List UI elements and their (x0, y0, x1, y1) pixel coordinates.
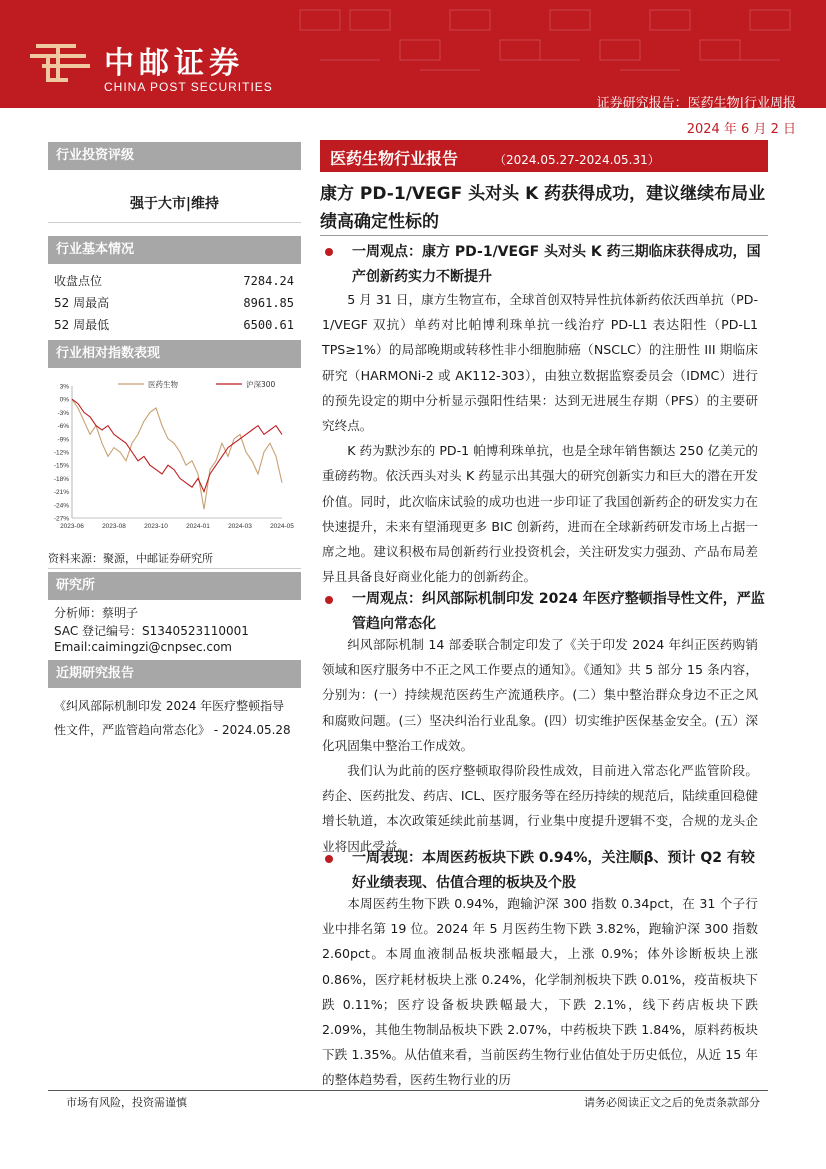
y-tick-label: -15% (53, 462, 69, 470)
y-tick-label: -24% (53, 502, 69, 510)
x-tick-label: 2024-05 (270, 523, 294, 530)
stat-value: 7284.24 (243, 274, 294, 288)
analyst-email[interactable]: Email:caimingzi@cnpsec.com (54, 640, 232, 654)
y-tick-label: -6% (57, 423, 69, 431)
footer-disclaimer-note: 请务必阅读正文之后的免责条款部分 (584, 1096, 760, 1109)
recent-report-link[interactable]: 《纠风部际机制印发 2024 年医疗整顿指导性文件，严监管趋向常态化》 - 2024.05.28 (54, 699, 291, 737)
x-tick-label: 2023-08 (102, 523, 126, 530)
paragraph: 本周医药生物下跌 0.94%，跑输沪深 300 指数 0.34pct，在 31 个子行业中排名第 19 位。2024 年 5 月医药生物下跌 3.82%，跑输沪深 300 指数 2.60pct。本周血液制品板块涨幅最大，上涨 0.9%；体外诊断板块上涨 0.86%，医疗耗材板块上涨 0.24%，化学制剂板块下跌 0.01%，疫苗板块下跌 0.11%；医疗设备板块跌幅最大，下跌 2.1%，线下药店板块下跌 2.09%，其他生物制品板块下跌 2.07%，中药板块下跌 1.84%，原料药板块下跌 1.35%。从估值来看，当前医药生物行业估值处于历史低位，从近 15 年的整体趋势看，医药生物行业的历 (322, 896, 758, 1088)
legend-label: 沪深300 (246, 380, 276, 389)
stat-value: 8961.85 (243, 296, 294, 310)
y-tick-label: -12% (53, 449, 69, 457)
bullet-icon (325, 596, 333, 604)
section-title-2: 一周观点：纠风部际机制印发 2024 年医疗整顿指导性文件，严监管趋向常态化 (352, 591, 765, 632)
paragraph: 我们认为此前的医疗整顿取得阶段性成效，目前进入常态化严监管阶段。药企、医药批发、药店、ICL、医疗服务等在经历持续的规范后，陆续重回稳健增长轨道，本次政策延续此前基调，行业集中度提升逻辑不变，合规的龙头企业将因此受益。 (322, 763, 758, 854)
y-tick-label: -18% (53, 475, 69, 483)
y-tick-label: -27% (53, 515, 69, 523)
china-post-logo-icon (28, 40, 92, 84)
stat-value: 6500.61 (243, 318, 294, 332)
y-tick-label: 0% (59, 396, 69, 404)
recent-reports-title-bar: 近期研究报告 (48, 660, 301, 688)
stat-label: 52 周最低 (54, 318, 110, 332)
y-tick-label: -9% (57, 436, 69, 444)
banner-title: 医药生物行业报告 (330, 149, 459, 168)
divider (48, 568, 301, 569)
report-date: 2024 年 6 月 2 日 (686, 122, 796, 137)
divider (48, 222, 301, 223)
x-tick-label: 2024-03 (228, 523, 252, 530)
footer-divider (48, 1090, 768, 1091)
x-tick-label: 2023-06 (60, 523, 84, 530)
title-divider (320, 235, 768, 236)
basic-info-title-bar: 行业基本情况 (48, 236, 301, 264)
company-name-en: CHINA POST SECURITIES (104, 80, 273, 94)
stat-label: 52 周最高 (54, 296, 110, 310)
legend-label: 医药生物 (148, 380, 178, 389)
section-body-1 (322, 287, 758, 589)
y-tick-label: 3% (59, 383, 69, 391)
company-name-cn: 中邮证券 (104, 46, 244, 81)
y-tick-label: -21% (53, 489, 69, 497)
stat-row-high (54, 292, 294, 314)
relative-index-chart (48, 372, 301, 542)
industry-rating: 强于大市|维持 (129, 196, 220, 212)
banner-date: （2024.05.27-2024.05.31） (494, 153, 660, 167)
research-title-bar: 研究所 (48, 572, 301, 600)
series-line-1 (72, 399, 282, 509)
paragraph: K 药为默沙东的 PD-1 帕博利珠单抗，也是全球年销售额达 250 亿美元的重磅药物。依沃西头对头 K 药显示出其强大的研究创新实力和巨大的潜在开发价值。同时，此次临床试验的成功也进一步印证了我国创新药企的研发实力在快速提升，未来有望涌现更多 BIC 创新药，进而在全球新药研发市场上占据一席之地。建议积极布局创新药行业投资机会，关注研发实力强劲、产品布局差异且具备良好商业化能力的创新药企。 (322, 443, 758, 585)
section-body-2 (322, 632, 758, 859)
bullet-icon (325, 855, 333, 863)
paragraph: 纠风部际机制 14 部委联合制定印发了《关于印发 2024 年纠正医药购销领域和医疗服务中不正之风工作要点的通知》。《通知》共 5 部分 15 条内容，分别为：(一）持续规范医药生产流通秩序。(二）集中整治群众身边不正之风和腐败问题。(三）坚决纠治行业乱象。(四）切实维护医保基金安全。(五）深化巩固集中整治工作成效。 (322, 637, 758, 753)
report-type: 证券研究报告：医药生物|行业周报 (596, 96, 796, 111)
footer-risk-note: 市场有风险，投资需谨慎 (66, 1096, 187, 1109)
bullet-icon (325, 248, 333, 256)
index-title-bar: 行业相对指数表现 (48, 340, 301, 368)
section-title-1: 一周观点：康方 PD-1/VEGF 头对头 K 药三期临床获得成功，国产创新药实力不断提升 (352, 244, 761, 285)
section-body-3 (322, 891, 758, 1088)
stat-row-close (54, 270, 294, 292)
main-title: 康方 PD-1/VEGF 头对头 K 药获得成功，建议继续布局业绩高确定性标的 (320, 184, 766, 232)
y-tick-label: -3% (57, 409, 69, 417)
paragraph: 5 月 31 日，康方生物宣布，全球首创双特异性抗体新药依沃西单抗（PD-1/VEGF 双抗）单药对比帕博利珠单抗一线治疗 PD-L1 表达阳性（PD-L1 TPS≥1%）的局部晚期或转移性非小细胞肺癌（NSCLC）的注册性 III 期临床研究（HARMONi-2 或 AK112-303），由独立数据监察委员会（IDMC）进行的预先设定的期中分析显示强阳性结果：达到无进展生存期（PFS）的主要研究终点。 (322, 292, 758, 434)
x-tick-label: 2024-01 (186, 523, 210, 530)
rating-title-bar: 行业投资评级 (48, 142, 301, 170)
section-title-3: 一周表现：本周医药板块下跌 0.94%，关注顺β、预计 Q2 有较好业绩表现、估值合理的板块及个股 (352, 850, 755, 891)
stat-label: 收盘点位 (54, 274, 103, 288)
analyst-name: 分析师：蔡明子 (54, 606, 139, 620)
sac-number: SAC 登记编号：S1340523110001 (54, 624, 249, 638)
chart-source: 资料来源：聚源，中邮证券研究所 (48, 552, 213, 565)
stat-row-low (54, 314, 294, 336)
x-tick-label: 2023-10 (144, 523, 168, 530)
